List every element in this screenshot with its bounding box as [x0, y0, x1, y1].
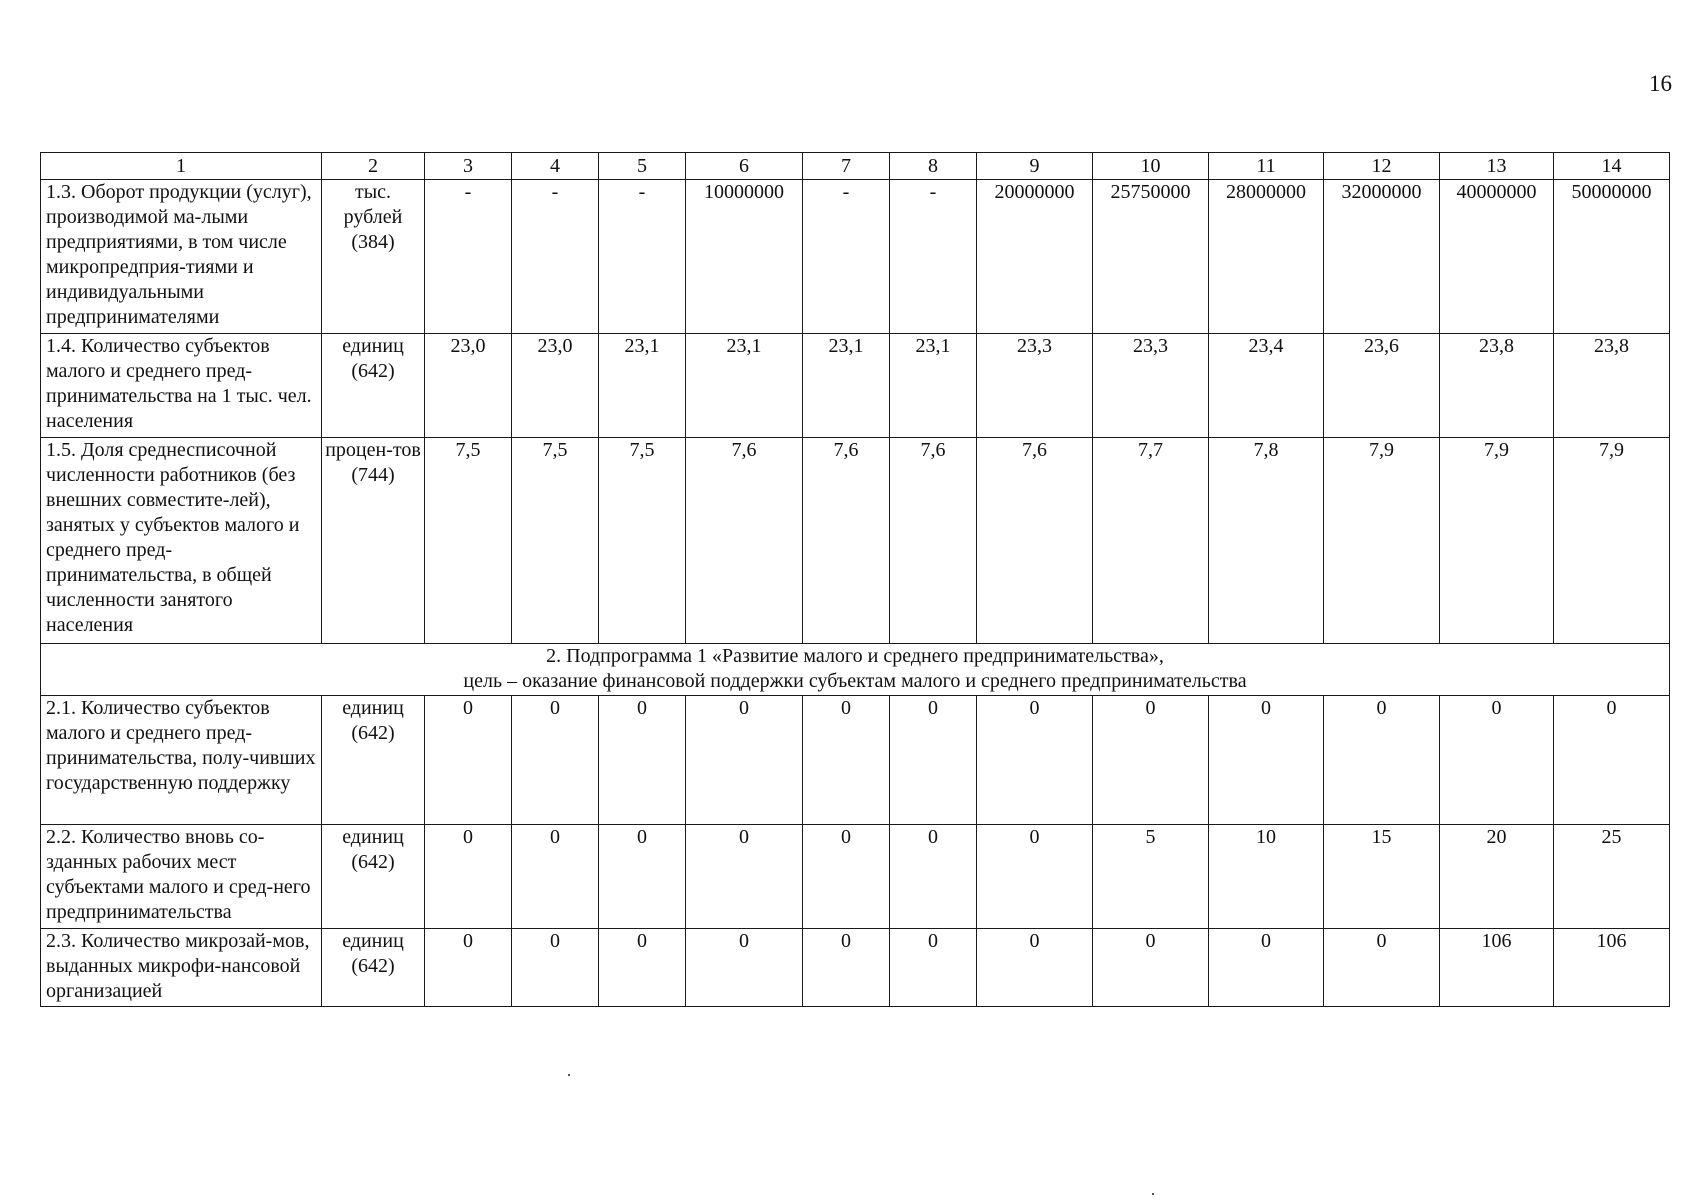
section-heading-line: 2. Подпрограмма 1 «Развитие малого и среднего предпринимательства»,: [546, 645, 1164, 667]
indicator-value: 23,4: [1209, 334, 1324, 438]
indicator-value: 0: [512, 929, 599, 1007]
table-row: [41, 438, 1670, 644]
indicator-name: 1.3. Оборот продукции (услуг), производимой ма-лыми предприятиями, в том числе микропредприя-тиями и индивидуальными предпринимателями: [41, 180, 322, 334]
scan-speck: [568, 1074, 570, 1076]
indicator-value: 0: [599, 696, 686, 825]
indicator-value: 0: [803, 696, 890, 825]
indicator-unit: единиц (642): [322, 334, 425, 438]
indicator-value: 106: [1440, 929, 1554, 1007]
indicator-value: 0: [1440, 696, 1554, 825]
column-number: 10: [1093, 153, 1209, 180]
indicator-value: 23,3: [977, 334, 1093, 438]
column-number: 11: [1209, 153, 1324, 180]
indicator-value: 23,1: [599, 334, 686, 438]
table-row: [41, 180, 1670, 334]
indicator-unit: единиц (642): [322, 825, 425, 929]
table-row: [41, 696, 1670, 825]
indicator-value: 0: [512, 825, 599, 929]
indicator-name: 2.2. Количество вновь со-зданных рабочих мест субъектами малого и сред-него предпринимательства: [41, 825, 322, 929]
indicator-name: 1.4. Количество субъектов малого и среднего пред-принимательства на 1 тыс. чел. населения: [41, 334, 322, 438]
indicator-value: 7,5: [599, 438, 686, 644]
indicator-value: 0: [890, 696, 977, 825]
indicator-value: -: [599, 180, 686, 334]
indicator-value: 0: [1324, 696, 1440, 825]
column-number: 14: [1554, 153, 1670, 180]
indicator-value: 23,1: [803, 334, 890, 438]
indicator-value: 7,5: [512, 438, 599, 644]
column-number: 1: [41, 153, 322, 180]
indicator-value: 7,9: [1324, 438, 1440, 644]
indicator-value: 28000000: [1209, 180, 1324, 334]
indicator-value: 0: [977, 929, 1093, 1007]
indicator-value: 23,0: [425, 334, 512, 438]
indicator-value: 0: [599, 825, 686, 929]
indicator-value: 20: [1440, 825, 1554, 929]
column-number: 3: [425, 153, 512, 180]
table-row: [41, 929, 1670, 1007]
indicator-name: 1.5. Доля среднесписочной численности работников (без внешних совместите-лей), занятых у субъектов малого и среднего пред-принимательства, в общей численности занятого населения: [41, 438, 322, 644]
indicator-name: 2.3. Количество микрозай-мов, выданных микрофи-нансовой организацией: [41, 929, 322, 1007]
indicator-value: 0: [890, 825, 977, 929]
indicator-value: 7,7: [1093, 438, 1209, 644]
indicator-value: 0: [425, 929, 512, 1007]
column-number: 4: [512, 153, 599, 180]
indicator-value: 106: [1554, 929, 1670, 1007]
indicator-value: -: [425, 180, 512, 334]
indicator-value: 23,3: [1093, 334, 1209, 438]
section-heading: [41, 644, 1670, 696]
indicator-value: 0: [977, 825, 1093, 929]
indicator-value: -: [803, 180, 890, 334]
indicator-value: 7,8: [1209, 438, 1324, 644]
column-number: 13: [1440, 153, 1554, 180]
column-number: 5: [599, 153, 686, 180]
column-number: 7: [803, 153, 890, 180]
indicator-value: 0: [425, 825, 512, 929]
indicator-value: 10000000: [686, 180, 803, 334]
indicator-value: -: [512, 180, 599, 334]
column-number-row: [41, 153, 1670, 180]
indicator-value: 7,6: [977, 438, 1093, 644]
page-number: 16: [1649, 71, 1672, 96]
indicator-value: 7,9: [1440, 438, 1554, 644]
indicator-value: 0: [686, 696, 803, 825]
indicator-value: 5: [1093, 825, 1209, 929]
column-number: 8: [890, 153, 977, 180]
indicator-value: 23,1: [686, 334, 803, 438]
indicator-value: 7,5: [425, 438, 512, 644]
indicator-value: 7,9: [1554, 438, 1670, 644]
indicator-value: 15: [1324, 825, 1440, 929]
indicator-value: 0: [425, 696, 512, 825]
indicator-value: 50000000: [1554, 180, 1670, 334]
indicator-unit: тыс. рублей (384): [322, 180, 425, 334]
indicator-value: 10: [1209, 825, 1324, 929]
indicator-value: 0: [686, 929, 803, 1007]
column-number: 6: [686, 153, 803, 180]
indicator-unit: единиц (642): [322, 696, 425, 825]
indicator-value: 23,8: [1554, 334, 1670, 438]
indicator-value: 0: [1554, 696, 1670, 825]
indicator-value: 7,6: [803, 438, 890, 644]
table-row: [41, 334, 1670, 438]
indicator-name: 2.1. Количество субъектов малого и среднего пред-принимательства, полу-чивших государственную поддержку: [41, 696, 322, 825]
indicator-value: 0: [1209, 929, 1324, 1007]
indicator-value: 0: [599, 929, 686, 1007]
section-heading-line: цель – оказание финансовой поддержки субъектам малого и среднего предпринимательства: [463, 670, 1247, 692]
indicator-value: 0: [1093, 929, 1209, 1007]
indicator-value: 25: [1554, 825, 1670, 929]
indicator-value: 0: [890, 929, 977, 1007]
indicator-value: -: [890, 180, 977, 334]
indicator-value: 0: [803, 929, 890, 1007]
indicator-value: 0: [977, 696, 1093, 825]
table-row: [41, 825, 1670, 929]
indicators-table: [40, 152, 1670, 1007]
indicator-value: 23,8: [1440, 334, 1554, 438]
indicator-value: 23,0: [512, 334, 599, 438]
indicator-value: 0: [1093, 696, 1209, 825]
indicator-value: 0: [803, 825, 890, 929]
indicator-value: 23,6: [1324, 334, 1440, 438]
scan-speck: [1152, 1193, 1154, 1195]
indicator-value: 0: [1324, 929, 1440, 1007]
indicator-value: 23,1: [890, 334, 977, 438]
indicator-value: 40000000: [1440, 180, 1554, 334]
indicator-value: 0: [512, 696, 599, 825]
indicator-unit: единиц (642): [322, 929, 425, 1007]
indicator-value: 7,6: [890, 438, 977, 644]
column-number: 9: [977, 153, 1093, 180]
indicator-value: 0: [1209, 696, 1324, 825]
indicator-value: 7,6: [686, 438, 803, 644]
indicator-unit: процен-тов (744): [322, 438, 425, 644]
indicator-value: 20000000: [977, 180, 1093, 334]
indicator-value: 0: [686, 825, 803, 929]
indicator-value: 25750000: [1093, 180, 1209, 334]
column-number: 2: [322, 153, 425, 180]
section-heading-row: [41, 644, 1670, 696]
indicator-value: 32000000: [1324, 180, 1440, 334]
column-number: 12: [1324, 153, 1440, 180]
